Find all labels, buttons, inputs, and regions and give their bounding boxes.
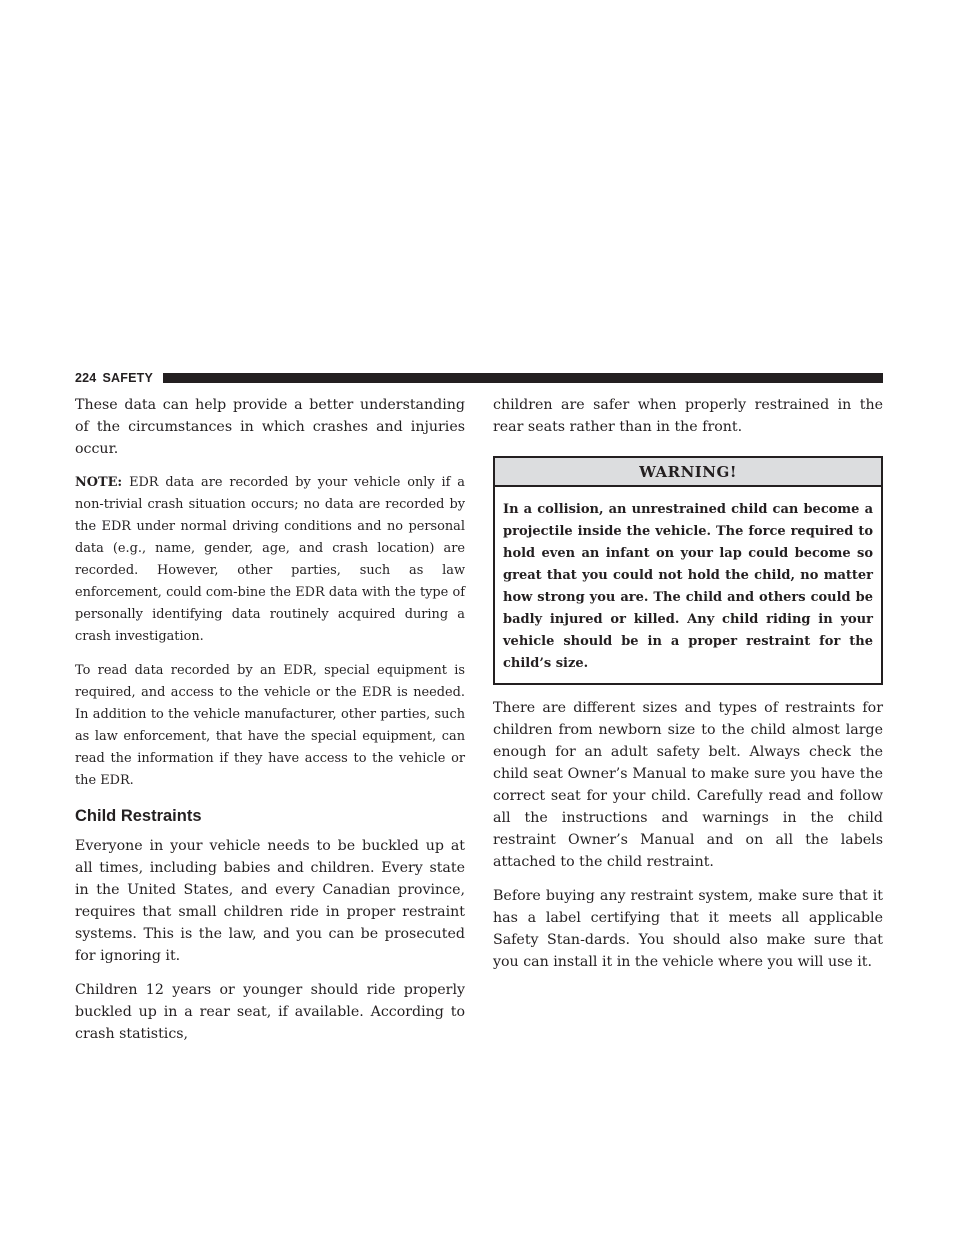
warning-box bbox=[493, 456, 883, 685]
warning-title: WARNING! bbox=[495, 458, 881, 487]
paragraph: There are different sizes and types of restraints for children from newborn size to the child almost large enough for an adult safety belt. Always check the child seat Owner’s Manual to make sure you have the correct seat for your child. Carefully read and follow all the instructions and warnings in the child restraint Owner’s Manual and on all the labels attached to the child restraint. bbox=[493, 700, 883, 870]
paragraph: To read data recorded by an EDR, special equipment is required, and access to the vehicle or the EDR is needed. In addition to the vehicle manufacturer, other parties, such as law enforcement, that have the special equipment, can read the information if they have access to the vehicle or the EDR. bbox=[75, 663, 465, 788]
paragraph: Children 12 years or younger should ride properly buckled up in a rear seat, if available. According to crash statistics, bbox=[75, 982, 465, 1042]
paragraph: Everyone in your vehicle needs to be buckled up at all times, including babies and children. Every state in the United States, and every Canadian province, requires that small children ride in proper restraint systems. This is the law, and you can be prosecuted for ignoring it. bbox=[75, 838, 465, 964]
note-paragraph bbox=[75, 472, 465, 648]
paragraph: These data can help provide a better understanding of the circumstances in which crashes and injuries occur. bbox=[75, 397, 465, 457]
section-title: SAFETY bbox=[102, 371, 153, 385]
page-number: 224 bbox=[75, 371, 97, 385]
paragraph: Before buying any restraint system, make sure that it has a label certifying that it meets all applicable Safety Stan-dards. You should also make sure that you can install it in the vehicle where you will use it. bbox=[493, 888, 883, 970]
left-column bbox=[75, 394, 465, 1057]
page-header bbox=[75, 370, 883, 386]
warning-text: In a collision, an unrestrained child can become a projectile inside the vehicle. The force required to hold even an infant on your lap could become so great that you could not hold the child, no matter how strong you are. The child and others could be badly injured or killed. Any child riding in your vehicle should be in a proper restraint for the child’s size. bbox=[503, 502, 873, 671]
warning-body bbox=[495, 487, 881, 683]
note-text: EDR data are recorded by your vehicle only if a non-trivial crash situation occurs; no data are recorded by the EDR under normal driving conditions and no personal data (e.g., name, gender, age, and crash location) are recorded. However, other parties, such as law enforcement, could com-bine the EDR data with the type of personally identifying data routinely acquired during a crash investigation. bbox=[75, 475, 465, 644]
paragraph: children are safer when properly restrained in the rear seats rather than in the front. bbox=[493, 397, 883, 435]
header-rule bbox=[163, 373, 883, 383]
section-heading: Child Restraints bbox=[75, 807, 202, 825]
right-column bbox=[493, 394, 883, 985]
note-label: NOTE: bbox=[75, 475, 123, 490]
